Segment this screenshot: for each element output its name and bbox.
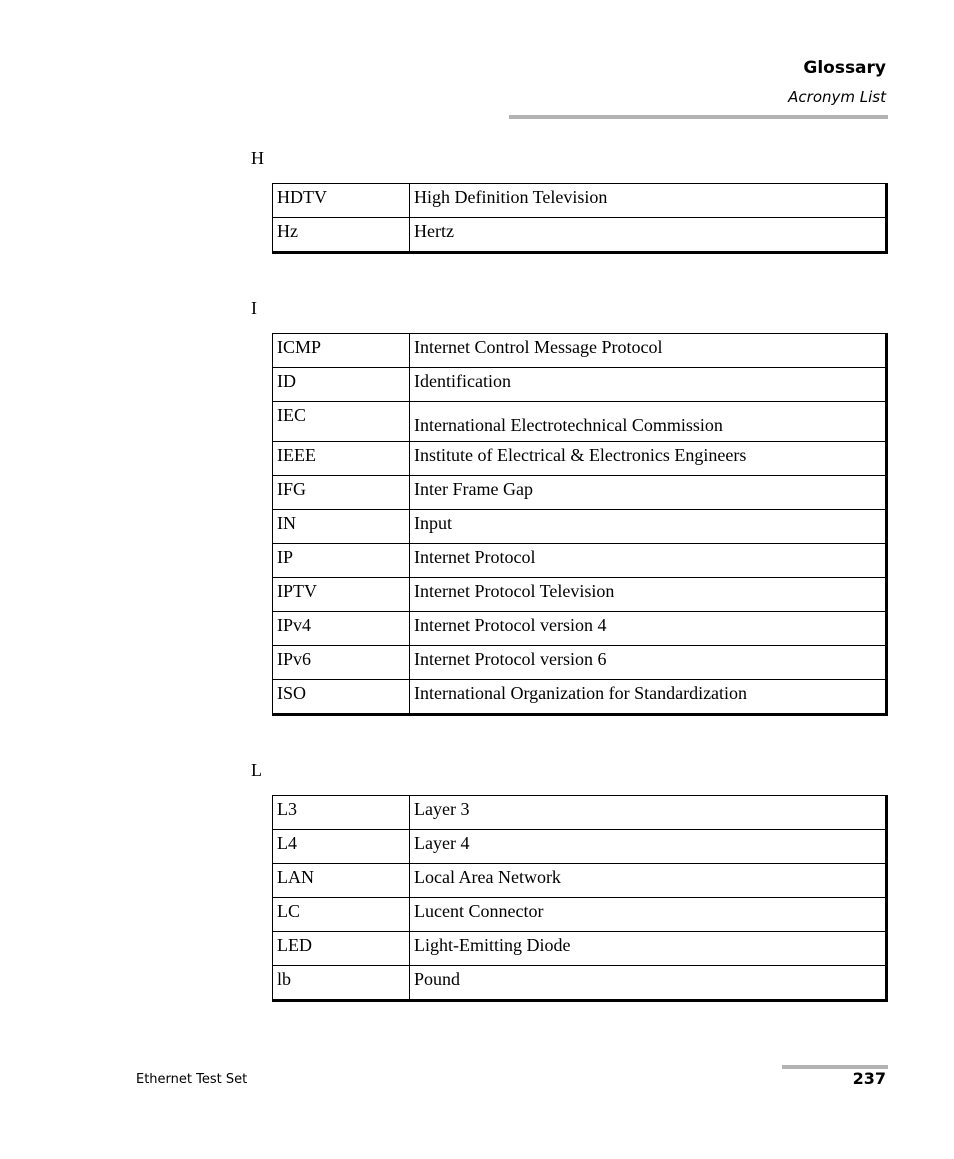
acronym-cell: IEEE [273,442,410,476]
definition-cell: Internet Protocol Television [410,578,887,612]
acronym-cell: IFG [273,476,410,510]
acronym-cell: IEC [273,402,410,442]
definition-cell: Light-Emitting Diode [410,932,887,966]
acronym-cell: IPv6 [273,646,410,680]
acronym-cell: L3 [273,796,410,830]
acronym-cell: Hz [273,218,410,253]
acronym-cell: ICMP [273,334,410,368]
definition-cell: Internet Protocol version 4 [410,612,887,646]
acronym-cell: LED [273,932,410,966]
table-row [273,612,887,646]
section-letter-l: L [251,760,262,780]
definition-cell: International Organization for Standardization [410,680,887,715]
table-row [273,796,887,830]
acronym-cell: IPTV [273,578,410,612]
table-row [273,476,887,510]
table-row [273,368,887,402]
definition-cell: Layer 4 [410,830,887,864]
acronym-cell: ISO [273,680,410,715]
table-row [273,966,887,1001]
definition-cell: Lucent Connector [410,898,887,932]
section-letter-h: H [251,148,264,168]
definition-cell: Internet Protocol version 6 [410,646,887,680]
table-row [273,184,887,218]
acronym-cell: LC [273,898,410,932]
definition-cell: Institute of Electrical & Electronics Engineers [410,442,887,476]
acronym-table-h [272,183,888,254]
acronym-cell: IPv4 [273,612,410,646]
definition-cell: Hertz [410,218,887,253]
acronym-table-i [272,333,888,716]
definition-cell: High Definition Television [410,184,887,218]
definition-cell: Identification [410,368,887,402]
table-row [273,218,887,253]
running-header-title: Glossary [803,58,886,78]
acronym-cell: HDTV [273,184,410,218]
section-letter-i: I [251,298,257,318]
acronym-cell: IP [273,544,410,578]
definition-cell: Inter Frame Gap [410,476,887,510]
table-row [273,646,887,680]
table-row [273,544,887,578]
definition-cell: Internet Protocol [410,544,887,578]
footer-document-title: Ethernet Test Set [136,1072,248,1087]
page-number: 237 [852,1069,886,1088]
table-row [273,402,887,442]
acronym-cell: LAN [273,864,410,898]
acronym-table-l [272,795,888,1002]
table-row [273,578,887,612]
definition-cell: Internet Control Message Protocol [410,334,887,368]
acronym-cell: ID [273,368,410,402]
table-row [273,830,887,864]
table-row [273,898,887,932]
definition-cell: Input [410,510,887,544]
table-row [273,932,887,966]
definition-cell: Pound [410,966,887,1001]
running-header-subtitle: Acronym List [788,88,886,106]
header-rule [509,115,888,119]
definition-cell: International Electrotechnical Commission [410,402,887,442]
acronym-cell: IN [273,510,410,544]
table-row [273,442,887,476]
acronym-cell: L4 [273,830,410,864]
table-row [273,864,887,898]
acronym-cell: lb [273,966,410,1001]
table-row [273,510,887,544]
definition-cell: Layer 3 [410,796,887,830]
table-row [273,334,887,368]
table-row [273,680,887,715]
definition-cell: Local Area Network [410,864,887,898]
